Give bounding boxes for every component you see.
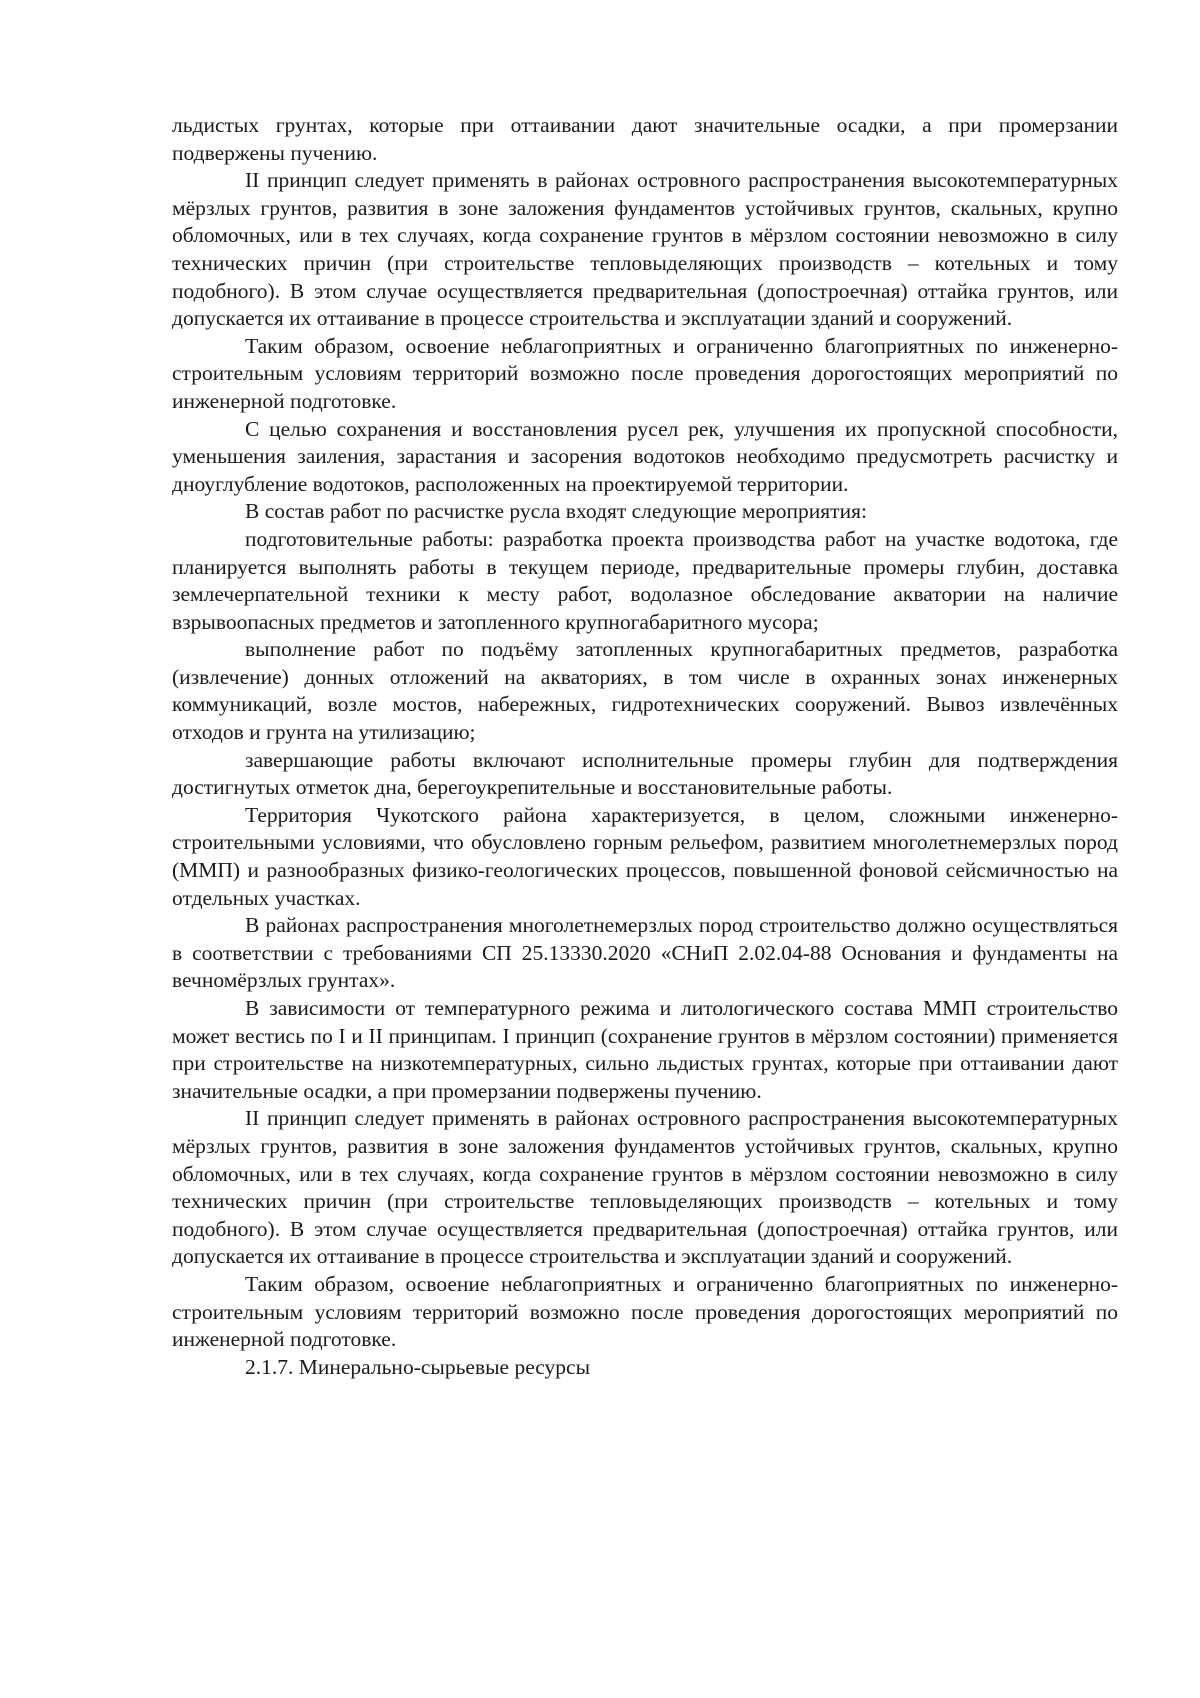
paragraph: В зависимости от температурного режима и литологического состава ММП строительство может вестись по I и II принципам. I принцип (сохранение грунтов в мёрзлом состоянии) применяется при строительстве на низкотемпературных, сильно льдистых грунтах, которые при оттаивании дают значительные осадки, а при промерзании подвержены пучению. xyxy=(172,996,1118,1103)
paragraph: II принцип следует применять в районах островного распространения высокотемпературных мёрзлых грунтов, развития в зоне заложения фундаментов устойчивых грунтов, скальных, крупно обломочных, или в тех случаях, когда сохранение грунтов в мёрзлом состоянии невозможно в силу технических причин (при строительстве тепловыделяющих производств – котельных и тому подобного). В этом случае осуществляется предварительная (допостроечная) оттайка грунтов, или допускается их оттаивание в процессе строительства и эксплуатации зданий и сооружений. xyxy=(172,1106,1118,1269)
paragraph: завершающие работы включают исполнительные промеры глубин для подтверждения достигнутых отметок дна, берегоукрепительные и восстановительные работы. xyxy=(172,747,1118,800)
paragraph: выполнение работ по подъёму затопленных крупногабаритных предметов, разработка (извлечение) донных отложений на акваториях, в том числе в охранных зонах инженерных коммуникаций, возле мостов, набережных, гидротехнических сооружений. Вывоз извлечённых отходов и грунта на утилизацию; xyxy=(172,637,1118,745)
paragraph: С целью сохранения и восстановления русел рек, улучшения их пропускной способности, уменьшения заиления, зарастания и засорения водотоков необходимо предусмотреть расчистку и дноуглубление водотоков, расположенных на проектируемой территории. xyxy=(172,416,1118,496)
paragraph: II принцип следует применять в районах островного распространения высокотемпературных мёрзлых грунтов, развития в зоне заложения фундаментов устойчивых грунтов, скальных, крупно обломочных, или в тех случаях, когда сохранение грунтов в мёрзлом состоянии невозможно в силу технических причин (при строительстве тепловыделяющих производств – котельных и тому подобного). В этом случае осуществляется предварительная (допостроечная) оттайка грунтов, или допускается их оттаивание в процессе строительства и эксплуатации зданий и сооружений. xyxy=(172,168,1118,331)
paragraph: В районах распространения многолетнемерзлых пород строительство должно осуществляться в соответствии с требованиями СП 25.13330.2020 «СНиП 2.02.04-88 Основания и фундаменты на вечномёрзлых грунтах». xyxy=(172,913,1118,993)
paragraph: Таким образом, освоение неблагоприятных и ограниченно благоприятных по инженерно-строительным условиям территорий возможно после проведения дорогостоящих мероприятий по инженерной подготовке. xyxy=(172,1271,1118,1352)
paragraph: В состав работ по расчистке русла входят следующие мероприятия: xyxy=(245,499,867,524)
paragraph: Территория Чукотского района характеризуется, в целом, сложными инженерно-строительными условиями, что обусловлено горным рельефом, развитием многолетнемерзлых пород (ММП) и разнообразных физико-геологических процессов, повышенной фоновой сейсмичностью на отдельных участках. xyxy=(172,802,1118,910)
document-page xyxy=(172,112,1118,1381)
paragraph: подготовительные работы: разработка проекта производства работ на участке водотока, где планируется выполнять работы в текущем периоде, предварительные промеры глубин, доставка землечерпательной техники к месту работ, водолазное обследование акватории на наличие взрывоопасных предметов и затопленного крупногабаритного мусора; xyxy=(172,526,1118,634)
paragraph: Таким образом, освоение неблагоприятных и ограниченно благоприятных по инженерно-строительным условиям территорий возможно после проведения дорогостоящих мероприятий по инженерной подготовке. xyxy=(172,333,1118,413)
paragraph: льдистых грунтах, которые при оттаивании дают значительные осадки, а при промерзании подвержены пучению. xyxy=(172,113,1118,165)
section-heading: 2.1.7. Минерально-сырьевые ресурсы xyxy=(245,1354,591,1379)
